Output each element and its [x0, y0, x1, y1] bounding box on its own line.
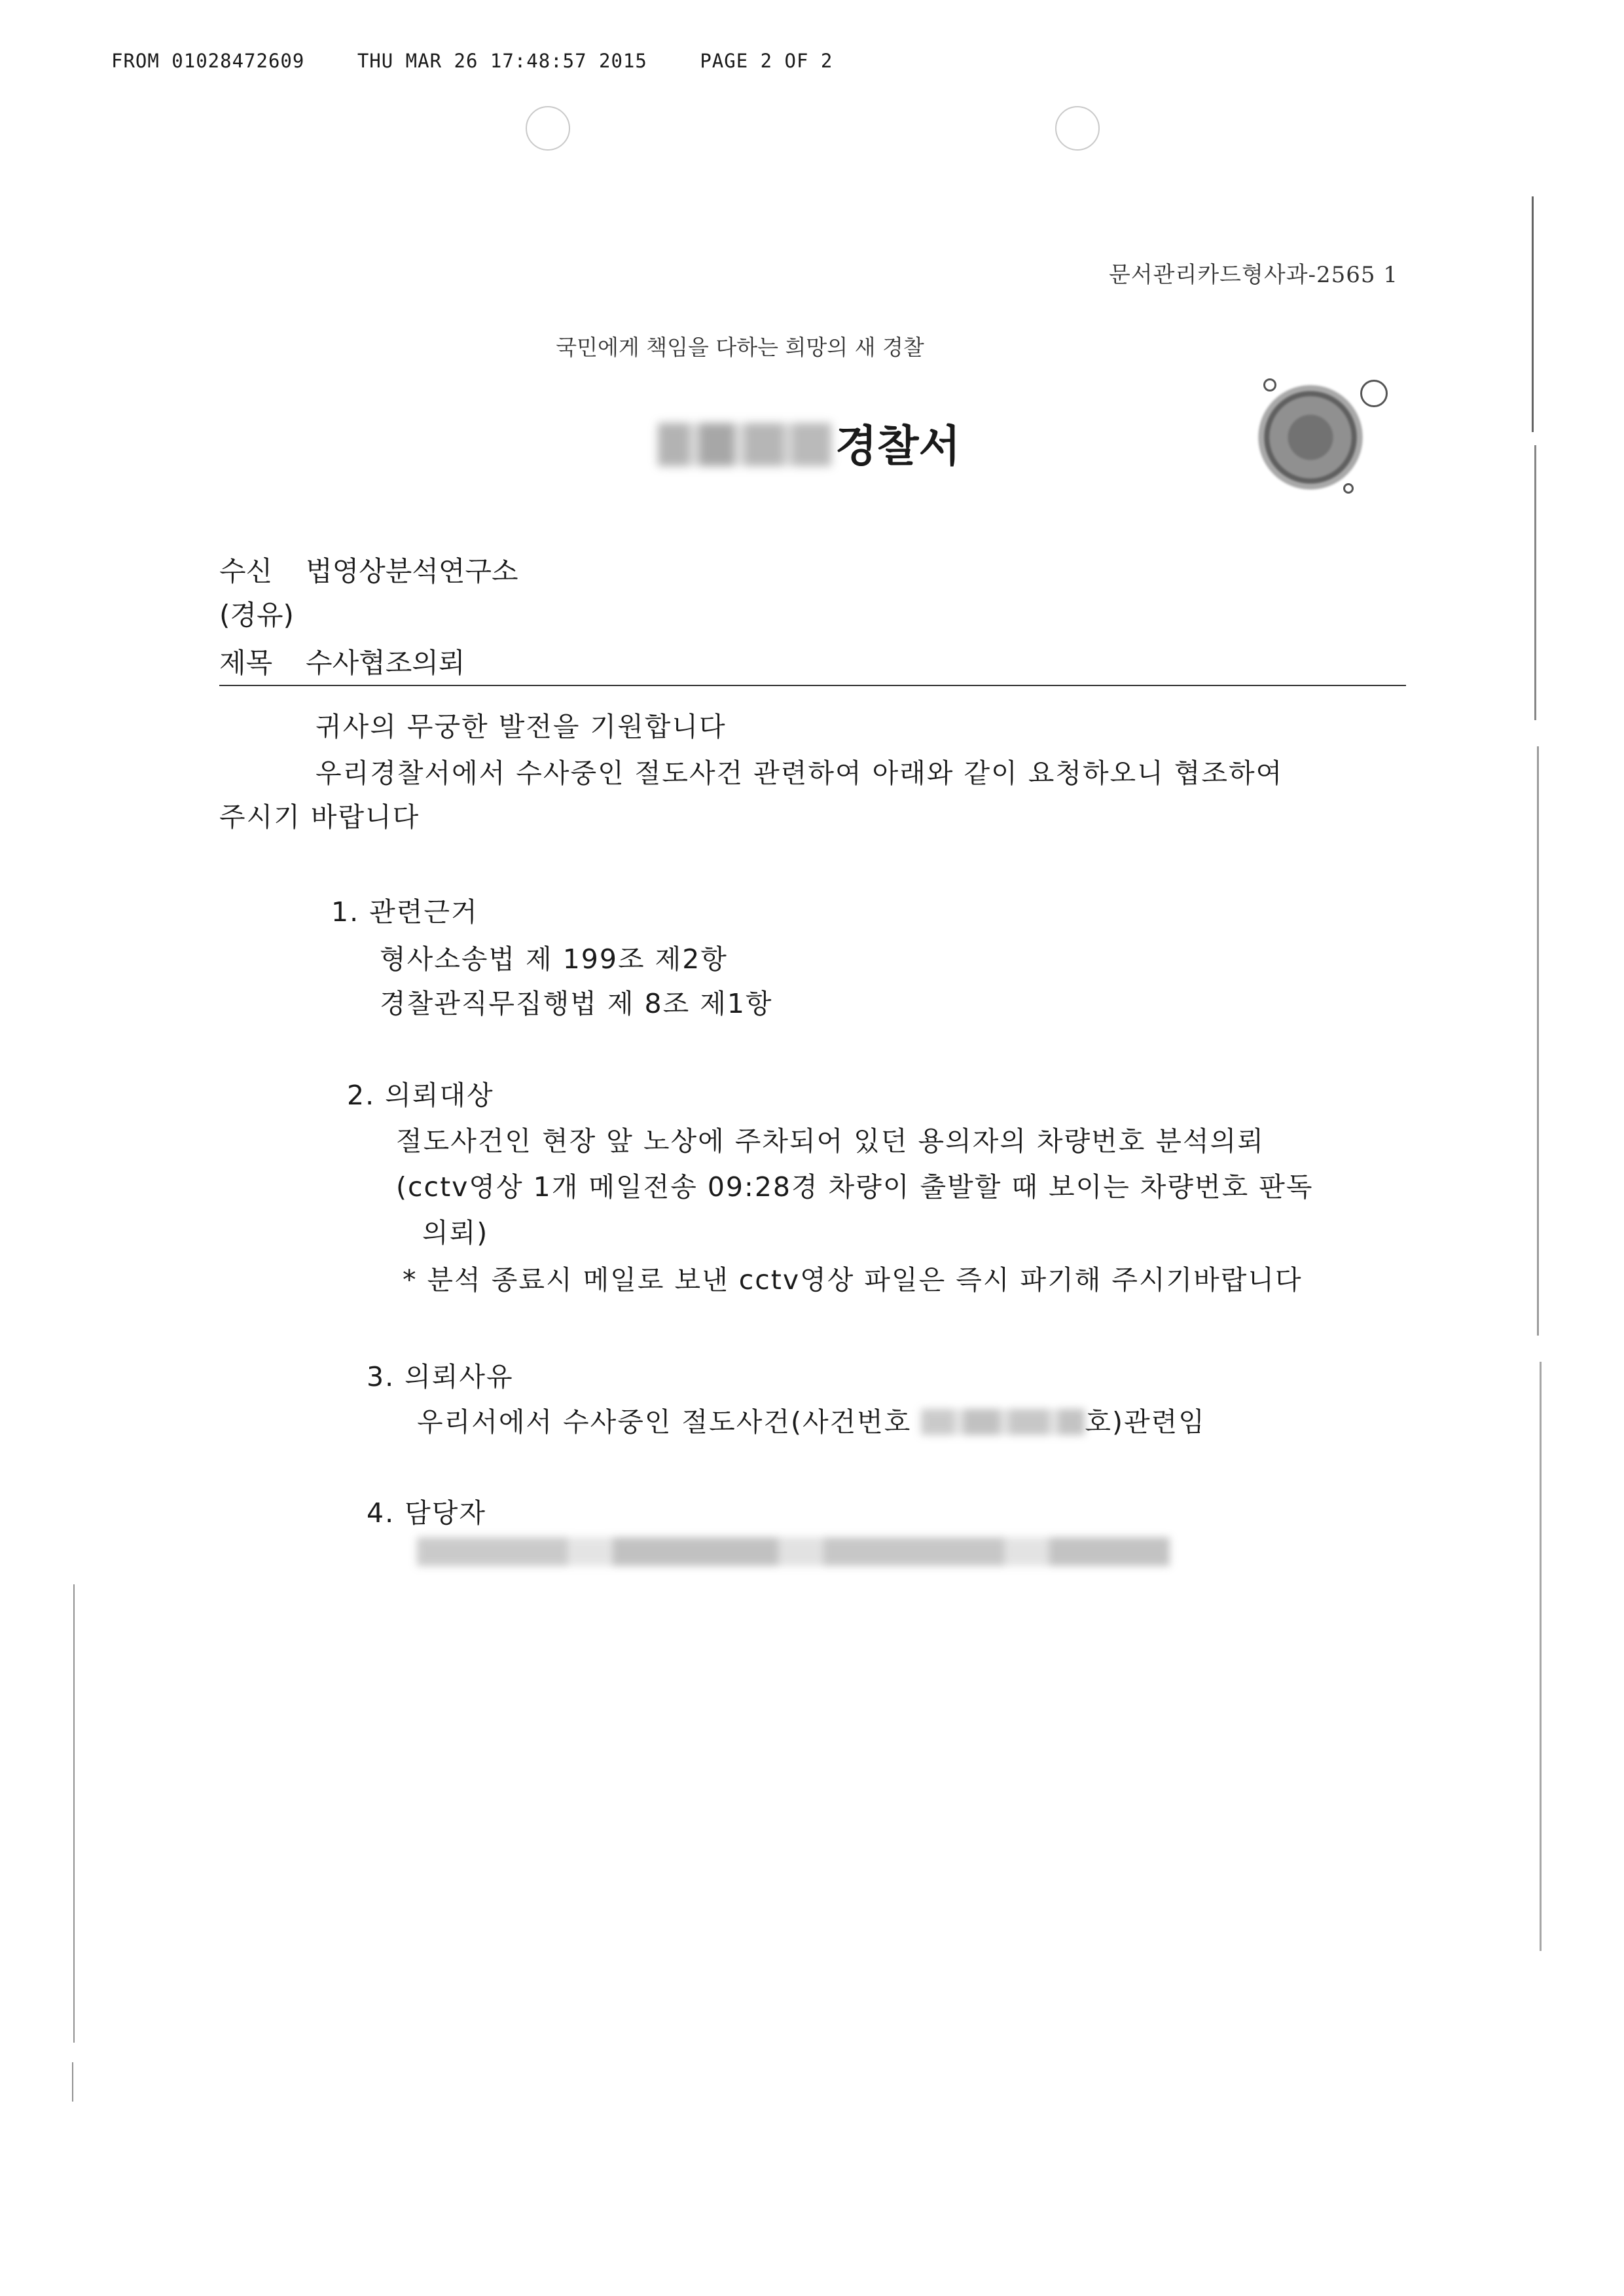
slogan-text: 국민에게 책임을 다하는 희망의 새 경찰 [556, 335, 924, 360]
target-line-2: (cctv영상 1개 메일전송 09:28경 차량이 출발할 때 보이는 차량번호 판독 [396, 1171, 1314, 1203]
section-contact-title: 4. 담당자 [367, 1497, 486, 1529]
seal-ring-mark [1360, 380, 1388, 407]
via-row [219, 594, 294, 633]
punch-hole-left [526, 106, 570, 151]
basis-line-2: 경찰관직무집행법 제 8조 제1항 [380, 988, 773, 1019]
redacted-org-name [658, 423, 831, 466]
scan-edge-line [1540, 1362, 1542, 1951]
fax-datetime: THU MAR 26 17:48:57 2015 [357, 50, 647, 72]
reason-prefix: 우리서에서 수사중인 절도사건(사건번호 [417, 1406, 912, 1438]
fax-page: PAGE 2 OF 2 [700, 50, 833, 72]
subject-label: 제목 [219, 647, 273, 679]
section-target-title: 2. 의뢰대상 [347, 1080, 494, 1111]
target-line-1: 절도사건인 현장 앞 노상에 주차되어 있던 용의자의 차량번호 분석의뢰 [396, 1125, 1265, 1157]
slogan [0, 331, 1624, 361]
redacted-case-number [921, 1409, 1085, 1435]
via-label: (경유) [219, 599, 294, 631]
fax-from: FROM 01028472609 [111, 50, 305, 72]
seal-small-mark [1343, 483, 1354, 494]
scan-edge-line [1534, 445, 1536, 720]
section-reason-title: 3. 의뢰사유 [367, 1361, 514, 1393]
seal-small-mark [1263, 378, 1276, 392]
organization-title [658, 411, 960, 473]
subject-row [219, 642, 465, 681]
official-seal-icon [1258, 385, 1363, 490]
scan-edge-line [72, 2062, 73, 2102]
basis-line-1: 형사소송법 제 199조 제2항 [380, 943, 728, 975]
organization-name-suffix: 경찰서 [835, 421, 961, 471]
subject-value: 수사협조의뢰 [306, 647, 465, 679]
section-basis-title: 1. 관련근거 [331, 896, 478, 928]
punch-hole-right [1055, 106, 1100, 151]
target-line-3: 의뢰) [422, 1217, 489, 1248]
request-line-2: 주시기 바랍니다 [219, 801, 420, 833]
reason-line [417, 1400, 1206, 1439]
request-line-1: 우리경찰서에서 수사중인 절도사건 관련하여 아래와 같이 요청하오니 협조하여 [316, 757, 1284, 789]
greeting: 귀사의 무궁한 발전을 기원합니다 [316, 711, 727, 742]
redacted-contact-info [417, 1537, 1170, 1566]
receiver-row [219, 550, 518, 589]
document-number: 문서관리카드형사과-2565 1 [1108, 262, 1398, 288]
scan-edge-line [73, 1584, 75, 2043]
scan-edge-line [1532, 196, 1534, 432]
receiver-value: 법영상분석연구소 [306, 555, 518, 587]
reason-suffix: 호)관련임 [1085, 1406, 1206, 1438]
receiver-label: 수신 [219, 555, 273, 587]
target-note: * 분석 종료시 메일로 보낸 cctv영상 파일은 즉시 파기해 주시기바랍니다 [403, 1264, 1303, 1296]
scan-edge-line [1537, 746, 1539, 1336]
header-divider [219, 685, 1406, 686]
contact-line [417, 1537, 1170, 1566]
fax-header [111, 50, 873, 72]
